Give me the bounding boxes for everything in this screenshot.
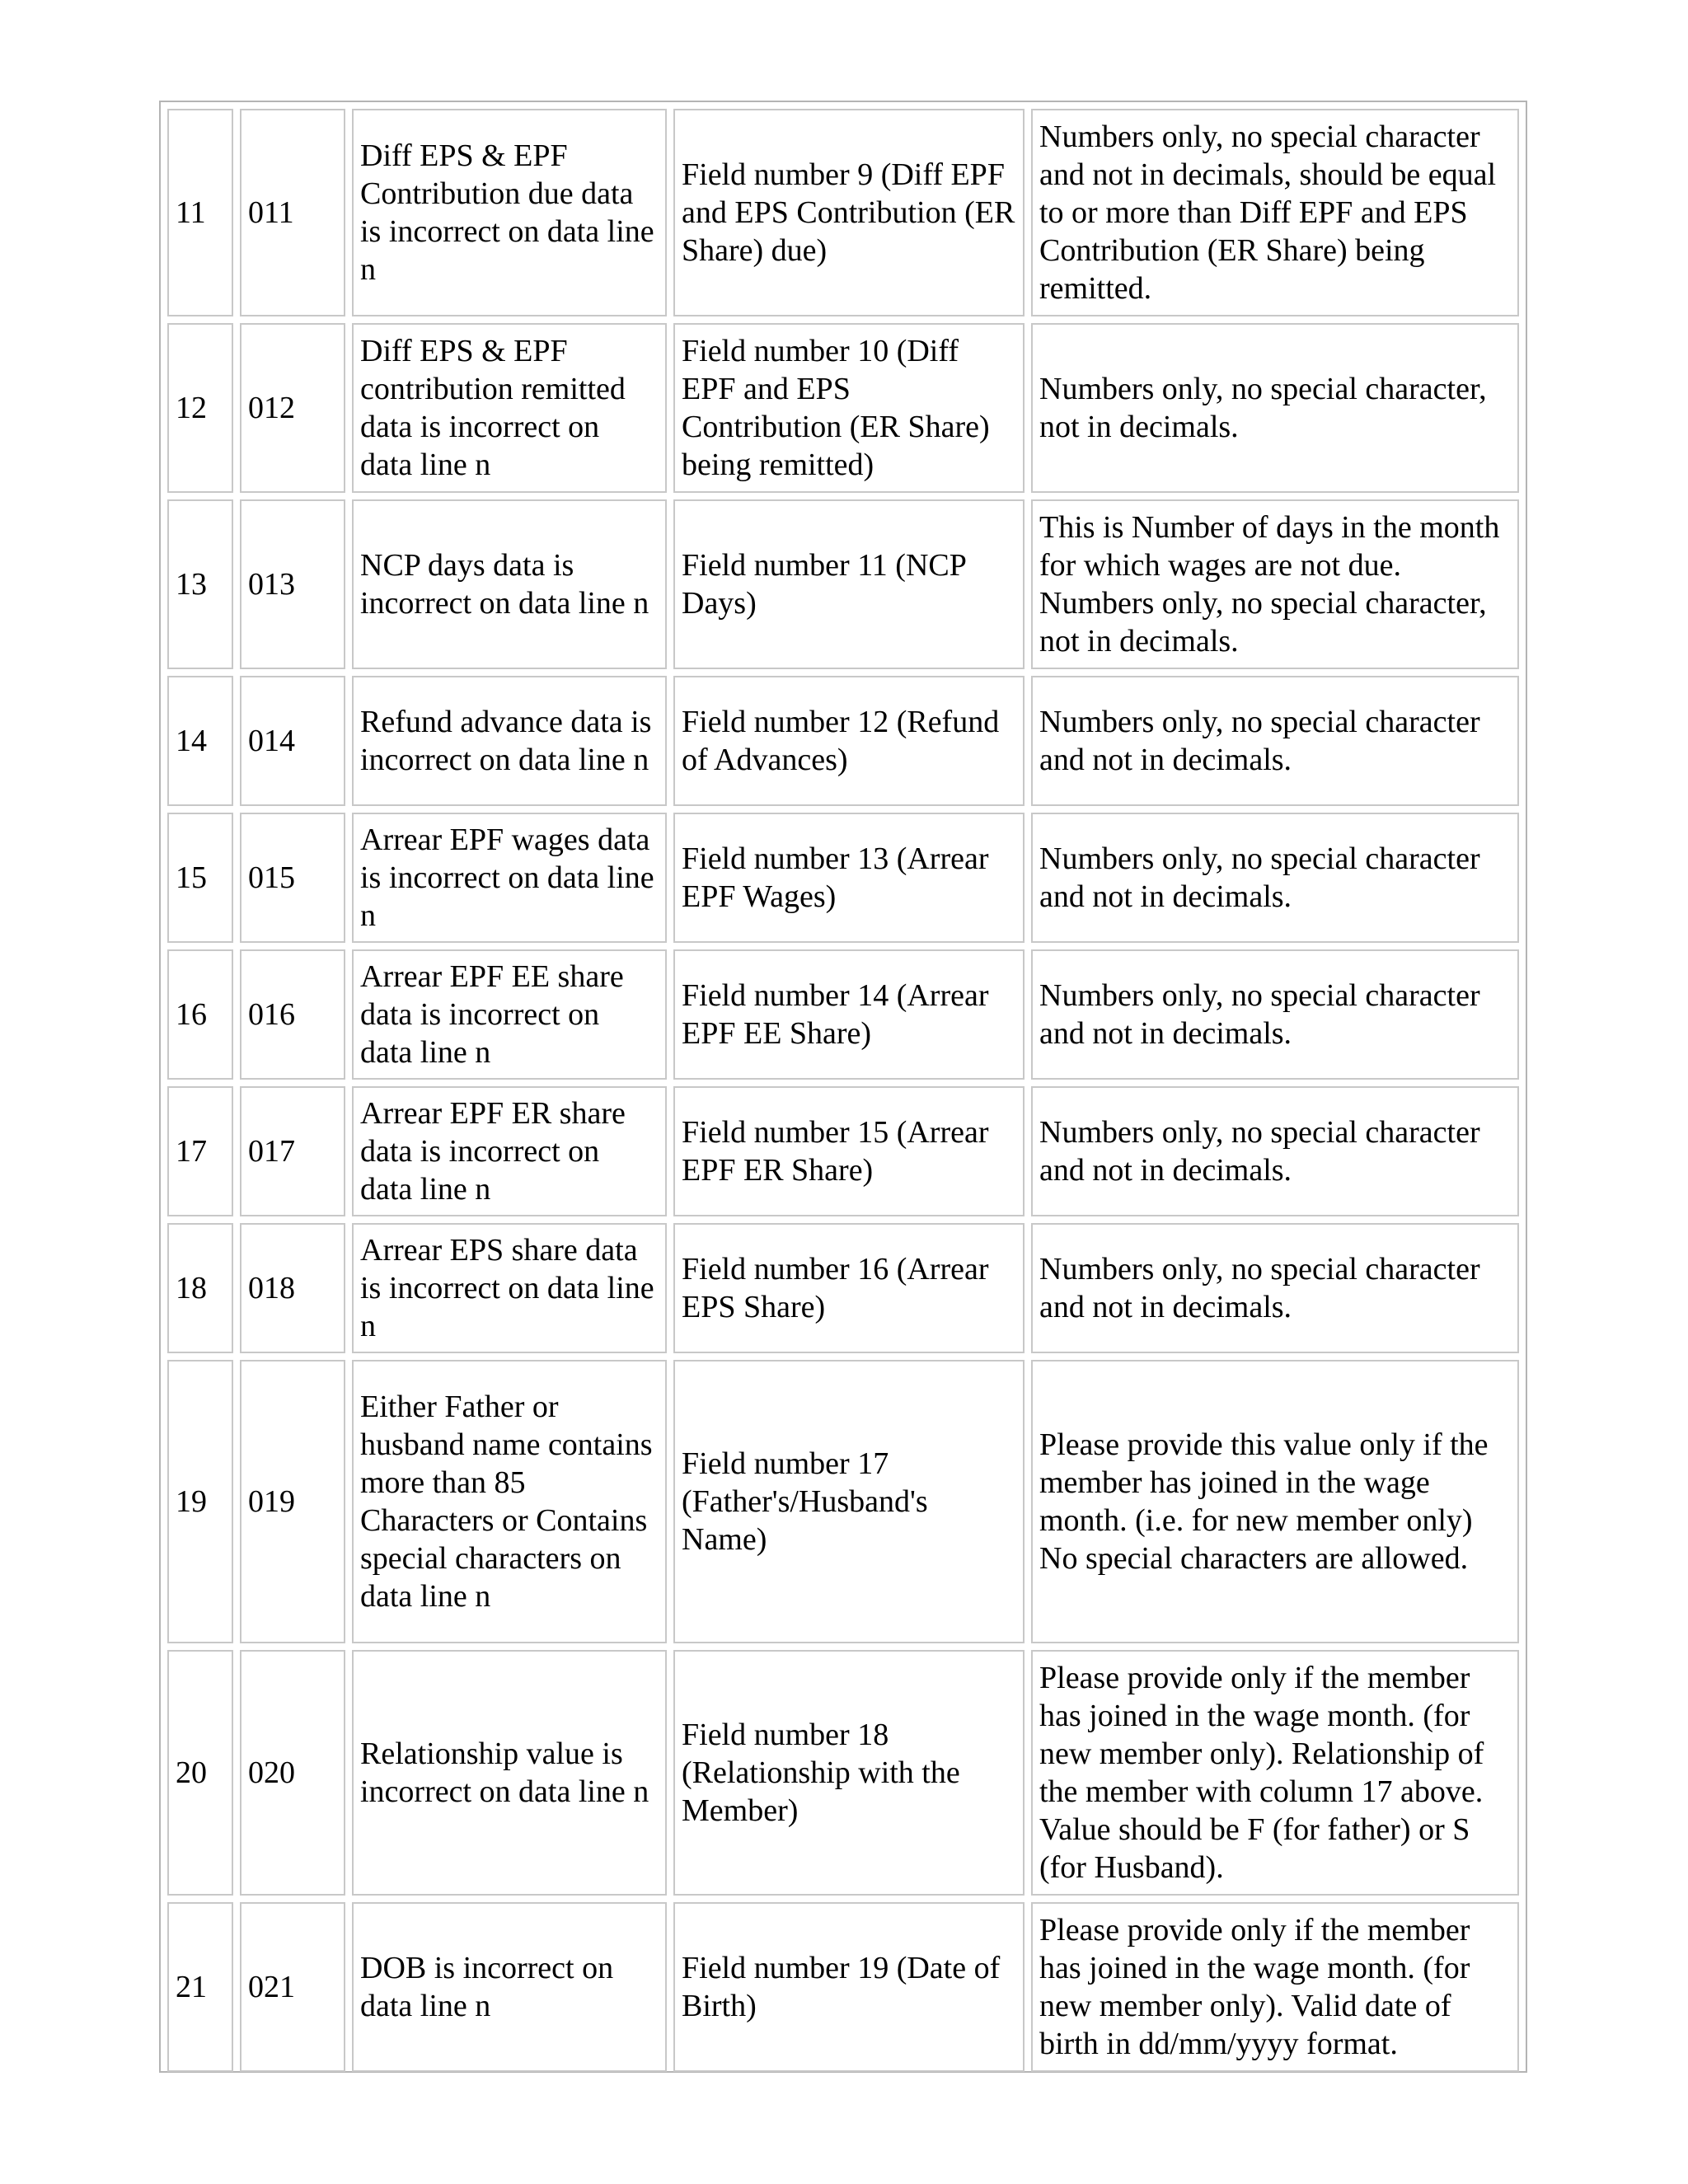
error-description-cell: Diff EPS & EPF Contribution due data is incorrect on data line n: [352, 109, 667, 316]
table-row: [167, 323, 1519, 493]
error-code-cell: 012: [240, 323, 345, 493]
field-reference-cell: Field number 10 (Diff EPF and EPS Contribution (ER Share) being remitted): [673, 323, 1025, 493]
error-description-cell: Either Father or husband name contains more than 85 Characters or Contains special characters on data line n: [352, 1360, 667, 1643]
error-code-cell: 018: [240, 1223, 345, 1353]
field-reference-cell: Field number 15 (Arrear EPF ER Share): [673, 1086, 1025, 1216]
error-description-cell: Arrear EPS share data is incorrect on data line n: [352, 1223, 667, 1353]
validation-rule-cell: Numbers only, no special character, not in decimals.: [1031, 323, 1519, 493]
error-code-cell: 019: [240, 1360, 345, 1643]
serial-number-cell: 12: [167, 323, 233, 493]
table-row: [167, 813, 1519, 943]
error-code-table: [159, 101, 1527, 2073]
error-description-cell: DOB is incorrect on data line n: [352, 1902, 667, 2072]
table-row: [167, 499, 1519, 669]
error-code-cell: 015: [240, 813, 345, 943]
serial-number-cell: 20: [167, 1650, 233, 1896]
serial-number-cell: 21: [167, 1902, 233, 2072]
serial-number-cell: 18: [167, 1223, 233, 1353]
validation-rule-cell: Numbers only, no special character and not in decimals.: [1031, 1223, 1519, 1353]
table-row: [167, 1650, 1519, 1896]
serial-number-cell: 16: [167, 949, 233, 1080]
table-row: [167, 109, 1519, 316]
field-reference-cell: Field number 9 (Diff EPF and EPS Contribution (ER Share) due): [673, 109, 1025, 316]
error-description-cell: Arrear EPF EE share data is incorrect on data line n: [352, 949, 667, 1080]
field-reference-cell: Field number 13 (Arrear EPF Wages): [673, 813, 1025, 943]
serial-number-cell: 13: [167, 499, 233, 669]
error-description-cell: NCP days data is incorrect on data line n: [352, 499, 667, 669]
field-reference-cell: Field number 11 (NCP Days): [673, 499, 1025, 669]
field-reference-cell: Field number 16 (Arrear EPS Share): [673, 1223, 1025, 1353]
table-row: [167, 1086, 1519, 1216]
table-row: [167, 676, 1519, 806]
validation-rule-cell: Numbers only, no special character and not in decimals, should be equal to or more than Diff EPF and EPS Contribution (ER Share) being remitted.: [1031, 109, 1519, 316]
error-description-cell: Arrear EPF wages data is incorrect on data line n: [352, 813, 667, 943]
validation-rule-cell: Please provide only if the member has joined in the wage month. (for new member only). Valid date of birth in dd/mm/yyyy format.: [1031, 1902, 1519, 2072]
table-row: [167, 949, 1519, 1080]
table-row: [167, 1223, 1519, 1353]
error-description-cell: Relationship value is incorrect on data line n: [352, 1650, 667, 1896]
field-reference-cell: Field number 14 (Arrear EPF EE Share): [673, 949, 1025, 1080]
error-code-cell: 020: [240, 1650, 345, 1896]
error-description-cell: Diff EPS & EPF contribution remitted data is incorrect on data line n: [352, 323, 667, 493]
serial-number-cell: 17: [167, 1086, 233, 1216]
error-code-cell: 017: [240, 1086, 345, 1216]
serial-number-cell: 15: [167, 813, 233, 943]
error-code-cell: 014: [240, 676, 345, 806]
field-reference-cell: Field number 12 (Refund of Advances): [673, 676, 1025, 806]
error-code-cell: 011: [240, 109, 345, 316]
error-code-cell: 016: [240, 949, 345, 1080]
error-code-table-grid: [161, 102, 1526, 2079]
field-reference-cell: Field number 18 (Relationship with the Member): [673, 1650, 1025, 1896]
validation-rule-cell: Numbers only, no special character and not in decimals.: [1031, 1086, 1519, 1216]
validation-rule-cell: This is Number of days in the month for which wages are not due. Numbers only, no special character, not in decimals.: [1031, 499, 1519, 669]
field-reference-cell: Field number 19 (Date of Birth): [673, 1902, 1025, 2072]
validation-rule-cell: Numbers only, no special character and not in decimals.: [1031, 676, 1519, 806]
table-row: [167, 1360, 1519, 1643]
serial-number-cell: 11: [167, 109, 233, 316]
error-description-cell: Arrear EPF ER share data is incorrect on data line n: [352, 1086, 667, 1216]
validation-rule-cell: Please provide this value only if the member has joined in the wage month. (i.e. for new member only) No special characters are allowed.: [1031, 1360, 1519, 1643]
error-code-cell: 013: [240, 499, 345, 669]
field-reference-cell: Field number 17 (Father's/Husband's Name): [673, 1360, 1025, 1643]
table-row: [167, 1902, 1519, 2072]
validation-rule-cell: Please provide only if the member has joined in the wage month. (for new member only). Relationship of the member with column 17 above. Value should be F (for father) or S (for Husband).: [1031, 1650, 1519, 1896]
validation-rule-cell: Numbers only, no special character and not in decimals.: [1031, 813, 1519, 943]
error-description-cell: Refund advance data is incorrect on data line n: [352, 676, 667, 806]
error-code-cell: 021: [240, 1902, 345, 2072]
validation-rule-cell: Numbers only, no special character and not in decimals.: [1031, 949, 1519, 1080]
serial-number-cell: 14: [167, 676, 233, 806]
serial-number-cell: 19: [167, 1360, 233, 1643]
